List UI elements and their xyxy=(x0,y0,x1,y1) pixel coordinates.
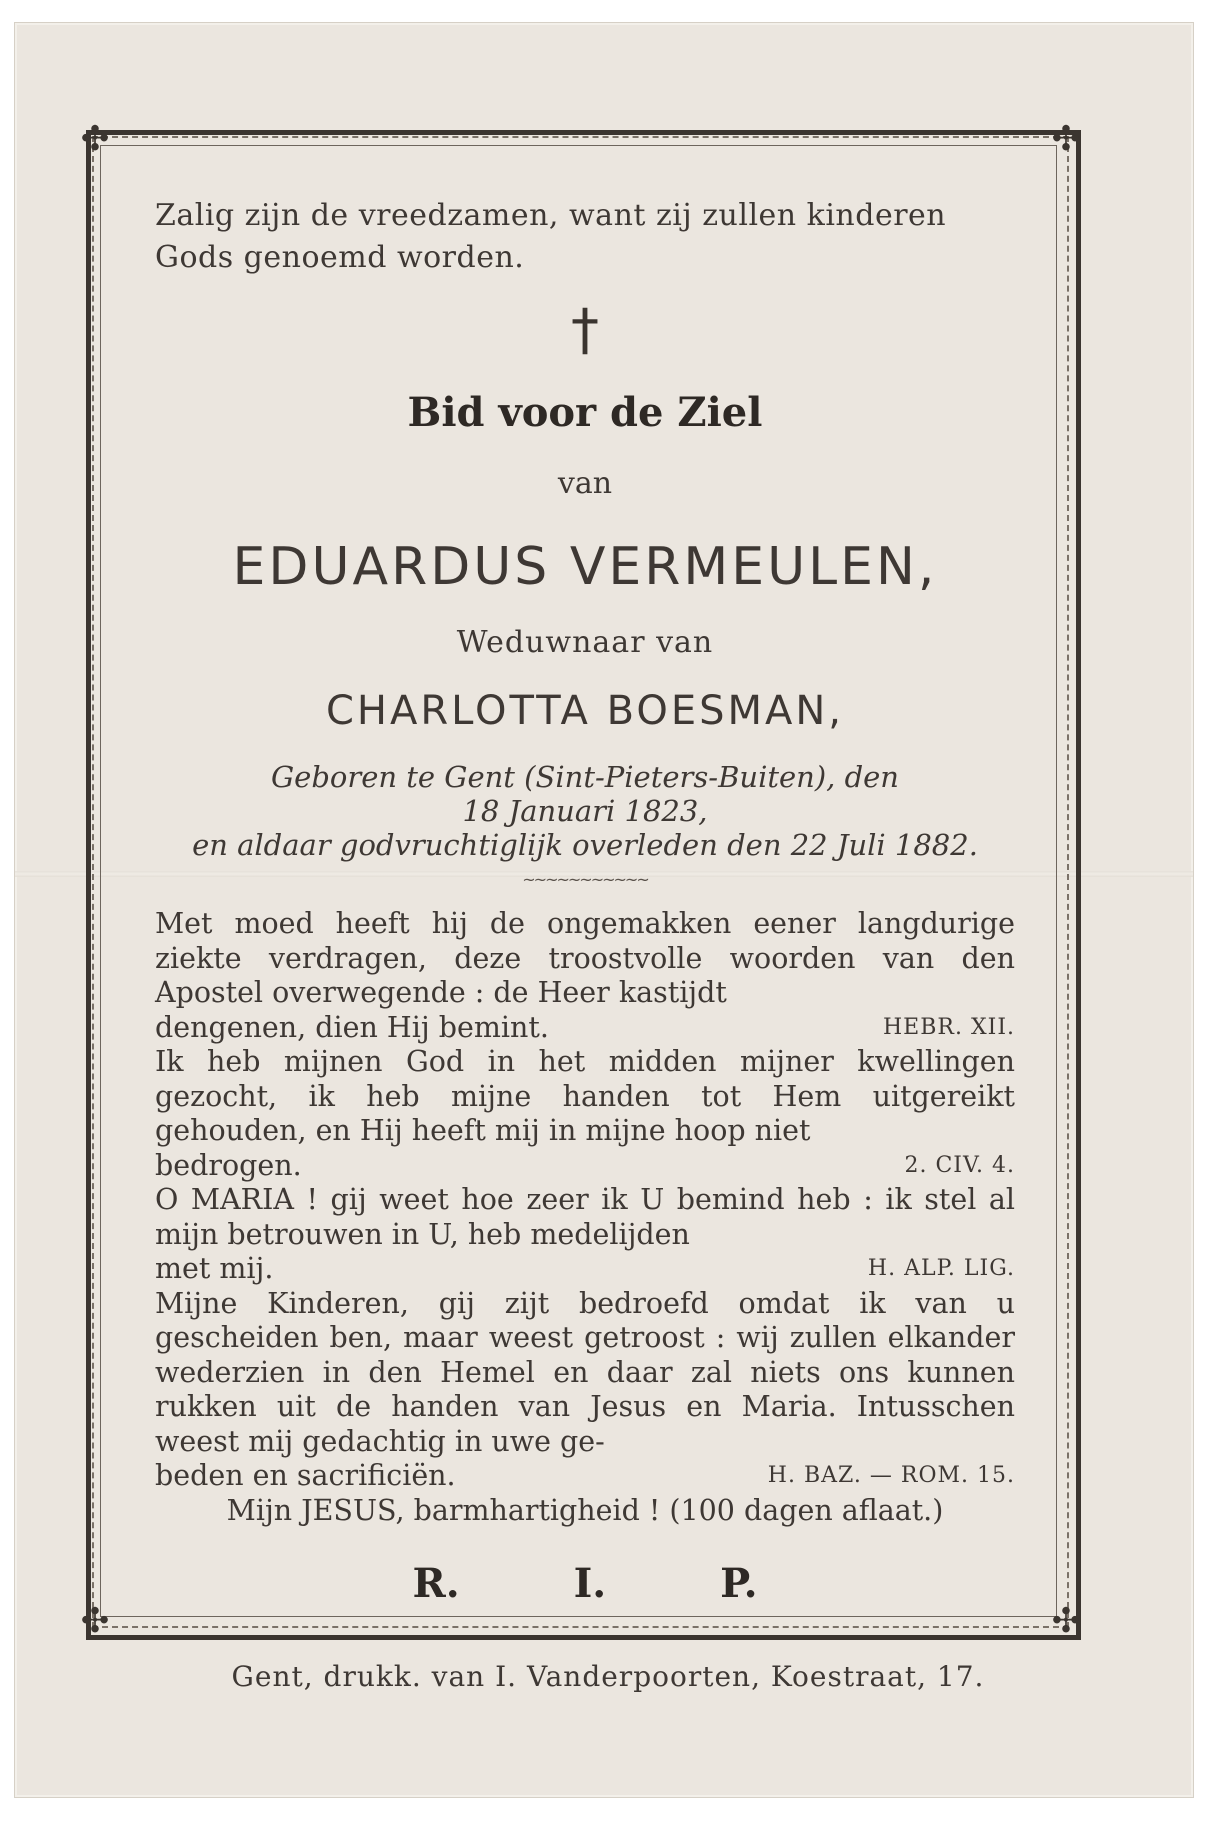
birth-date: 18 Januari 1823, xyxy=(462,794,708,828)
cross-icon: † xyxy=(571,298,599,363)
corner-ornament-icon: ✣ xyxy=(1051,119,1081,159)
verse-3-end: met mij. xyxy=(155,1252,274,1285)
verse-2-ref: 2. CIV. 4. xyxy=(904,1152,1015,1178)
rip-initials: R. I. P. xyxy=(412,1560,758,1607)
motto-line-2: Gods genoemd worden. xyxy=(155,240,525,275)
corner-ornament-icon: ✣ xyxy=(80,119,110,159)
verse-1-end: dengenen, dien Hij bemint. xyxy=(155,1010,549,1044)
verse-4-ref: H. BAZ. — ROM. 15. xyxy=(767,1463,1015,1488)
verse-4: Mijne Kinderen, gij zijt bedroefd omdat ik van u gescheiden ben, maar weest getroost : wij zullen elkander wederzien in den Hemel en daar zal niets ons kunnen rukken uit de handen van Jesus en Maria. Intusschen weest mij gedachtig in uwe ge- xyxy=(155,1286,1015,1458)
verse-1: Met moed heeft hij de ongemakken eener langdurige ziekte verdragen, deze troostvolle woorden van den Apostel overwegende : de Heer kastijdt xyxy=(155,907,1015,1009)
verse-1-ref: HEBR. XII. xyxy=(883,1014,1015,1040)
widower-label: Weduwnaar van xyxy=(456,625,714,660)
printer-imprint: Gent, drukk. van I. Vanderpoorten, Koestraat, 17. xyxy=(231,1660,985,1693)
verse-2: Ik heb mijnen God in het midden mijner kwellingen gezocht, ik heb mijne handen tot Hem uitgereikt gehouden, en Hij heeft mij in mijne hoop niet xyxy=(155,1045,1015,1147)
verse-2-end: bedrogen. xyxy=(155,1148,302,1182)
verse-4-end: beden en sacrificiën. xyxy=(155,1459,456,1492)
spouse-name: CHARLOTTA BOESMAN, xyxy=(325,688,845,734)
card-content xyxy=(155,195,1015,1607)
verses xyxy=(155,907,1015,1528)
birth-line: Geboren te Gent (Sint-Pieters-Buiten), den xyxy=(271,760,899,794)
deceased-name: EDUARDUS VERMEULEN, xyxy=(232,537,938,597)
verse-3: O MARIA ! gij weet hoe zeer ik U bemind heb : ik stel al mijn betrouwen in U, heb medelijden xyxy=(155,1183,1015,1251)
death-line: en aldaar godvruchtiglijk overleden den 22 Juli 1882. xyxy=(192,828,978,862)
divider-ornament: ~~~~~~~~~~~ xyxy=(522,870,648,889)
van-label: van xyxy=(557,466,613,501)
birth-death-block xyxy=(155,760,1015,862)
motto-line-1: Zalig zijn de vreedzamen, want zij zullen kinderen xyxy=(155,198,947,233)
corner-ornament-icon: ✣ xyxy=(80,1601,110,1641)
prayer-heading: Bid voor de Ziel xyxy=(407,389,763,436)
verse-5: Mijn JESUS, barmhartigheid ! (100 dagen aflaat.) xyxy=(226,1493,944,1527)
corner-ornament-icon: ✣ xyxy=(1051,1601,1081,1641)
verse-3-ref: H. ALP. LIG. xyxy=(867,1256,1015,1281)
